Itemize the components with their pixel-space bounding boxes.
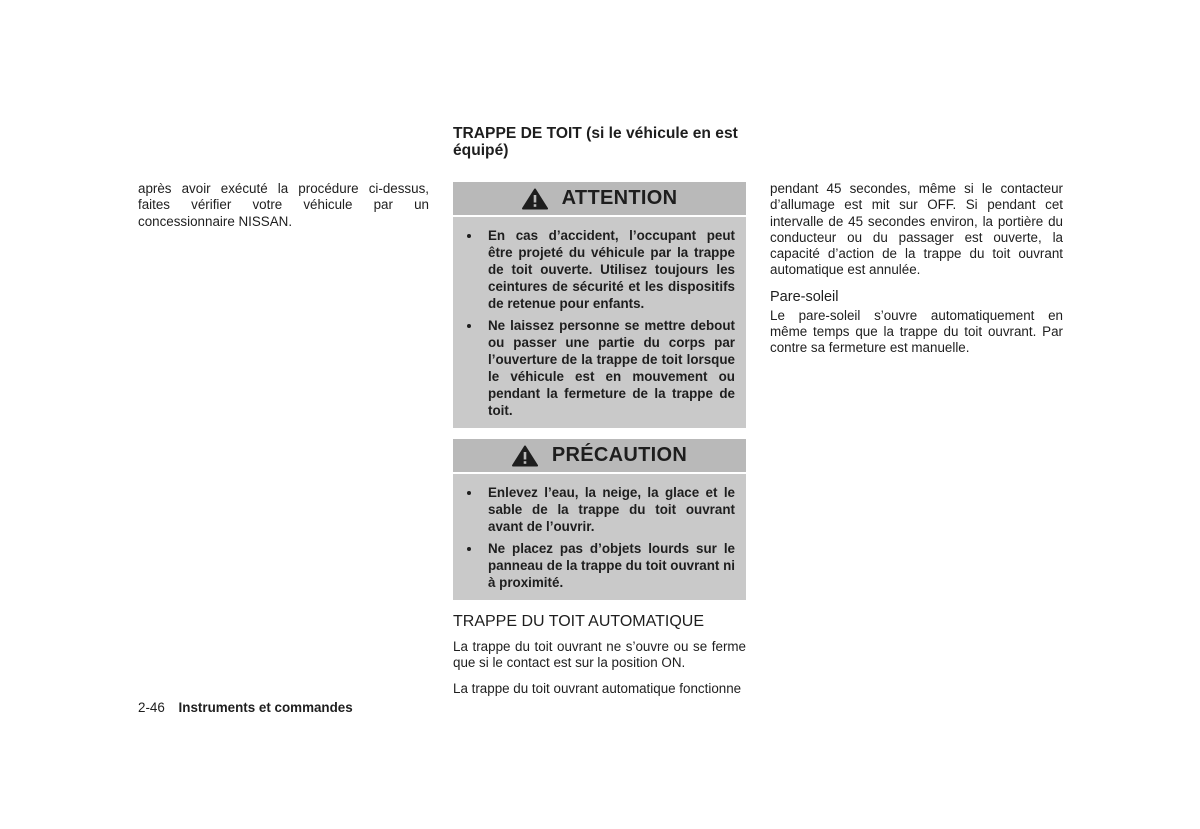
page-footer xyxy=(138,700,353,716)
page-number: 2-46 xyxy=(138,700,165,715)
attention-title: ATTENTION xyxy=(561,187,678,210)
precaution-list xyxy=(453,474,746,600)
body-paragraph: pendant 45 secondes, même si le contacteur d’allumage est mit sur OFF. Si pendant cet intervalle de 45 secondes environ, la portière du conducteur ou du passager est ouverte, la capacité d’action de la trappe du toit ouvrant automatique est annulée. xyxy=(770,181,1063,278)
precaution-item: Ne placez pas d’objets lourds sur le panneau de la trappe du toit ouvrant ni à proximité. xyxy=(488,541,736,590)
left-paragraph: après avoir exécuté la procédure ci-dessus, faites vérifier votre véhicule par un concessionnaire NISSAN. xyxy=(138,181,429,229)
body-paragraph: Le pare-soleil s’ouvre automatiquement en même temps que la trappe du toit ouvrant. Par contre sa fermeture est manuelle. xyxy=(770,307,1063,356)
precaution-header xyxy=(453,439,746,474)
body-paragraph: La trappe du toit ouvrant automatique fonctionne xyxy=(453,680,742,696)
precaution-item: Enlevez l’eau, la neige, la glace et le sable de la trappe du toit ouvrant avant de l’ouvrir. xyxy=(488,485,735,534)
subsection-title: Pare-soleil xyxy=(770,288,839,305)
attention-box xyxy=(453,182,746,428)
attention-item: Ne laissez personne se mettre debout ou passer une partie du corps par l’ouverture de la trappe de toit lorsque le véhicule est en mouvement ou pendant la fermeture de la trappe de toit. xyxy=(488,318,735,418)
attention-list xyxy=(453,217,746,428)
left-column xyxy=(138,181,429,230)
precaution-title: PRÉCAUTION xyxy=(551,444,688,467)
precaution-box xyxy=(453,439,746,600)
attention-item: En cas d’accident, l’occupant peut être projeté du véhicule par la trappe de toit ouverte. Utilisez toujours les ceintures de sécurité et les dispositifs de retenue pour enfants. xyxy=(488,228,735,311)
middle-column xyxy=(453,125,746,697)
warning-triangle-icon xyxy=(512,445,538,467)
attention-header xyxy=(453,182,746,217)
warning-triangle-icon xyxy=(522,188,548,210)
body-paragraph: La trappe du toit ouvrant ne s’ouvre ou se ferme que si le contact est sur la position ON. xyxy=(453,639,746,671)
footer-section-name: Instruments et commandes xyxy=(178,700,353,715)
section-title: TRAPPE DE TOIT (si le véhicule en est équipé) xyxy=(453,125,738,159)
subsection-title: TRAPPE DU TOIT AUTOMATIQUE xyxy=(453,613,705,630)
right-column xyxy=(770,181,1063,357)
